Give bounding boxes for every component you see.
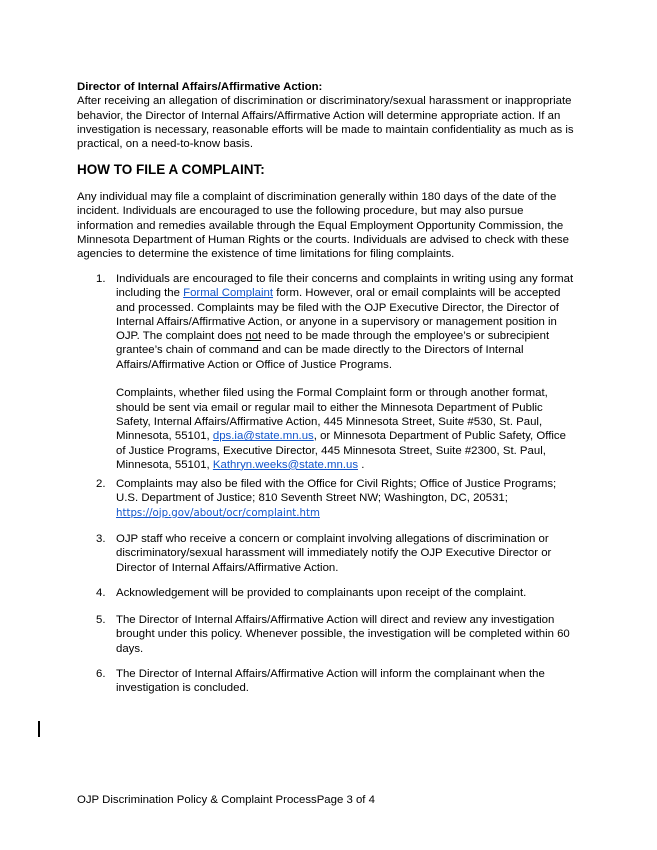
item-number: 1.: [96, 273, 106, 285]
intro-text: Any individual may file a complaint of discrimination generally within 180 days of the date of the incident. Individuals are encouraged to use the following procedure, but may also pursue information and remedies available through the Equal Employment Opportunity Commission, the Minnesota Department of Human Rights or the courts. Individuals are advised to check with these agencies to determine the existence of time limitations for filing complaints.: [77, 191, 569, 261]
ocr-complaint-url-link[interactable]: https://ojp.gov/about/ocr/complaint.htm: [116, 507, 320, 519]
item-2-text: Complaints may also be filed with the Office for Civil Rights; Office of Justice Programs; U.S. Department of Justice; 810 Seventh Street NW; Washington, DC, 20531;: [116, 478, 557, 505]
item-1-text-p2c: .: [358, 458, 365, 471]
item-1-paragraph-2: [116, 386, 578, 472]
intro-paragraph: [77, 190, 577, 261]
item-3-text: OJP staff who receive a concern or complaint involving allegations of discrimination or discriminatory/sexual harassment will immediately notify the OJP Executive Director or Director of Internal Affairs/Affirmative Action.: [116, 533, 552, 574]
item-1-text-b: form. However, oral or email complaints will be accepted and processed. Complaints may be filed with the OJP Executive Director, the Director of Internal Affairs/Affirmative Action, or anyone in a supervisory or management position in OJP. The complaint does: [116, 287, 561, 343]
item-1-not: not: [245, 330, 262, 343]
item-number: 3.: [96, 533, 106, 545]
item-4-text: Acknowledgement will be provided to complainants upon receipt of the complaint.: [116, 587, 527, 599]
director-section: [77, 80, 577, 151]
formal-complaint-link[interactable]: Formal Complaint: [183, 287, 274, 300]
item-1-paragraph-1: [116, 272, 578, 372]
item-5-text: The Director of Internal Affairs/Affirmative Action will direct and review any investigation brought under this policy. Whenever possible, the investigation will be completed within 60 days.: [116, 614, 570, 655]
text-cursor: [38, 721, 40, 737]
item-6-text: The Director of Internal Affairs/Affirmative Action will inform the complainant when the investigation is concluded.: [116, 668, 545, 695]
section-body: After receiving an allegation of discrimination or discriminatory/sexual harassment or inappropriate behavior, the Director of Internal Affairs/Affirmative Action will determine appropriate action. If an investigation is necessary, reasonable efforts will be made to maintain confidentiality as much as is practical, on a need-to-know basis.: [77, 95, 574, 151]
page-footer: OJP Discrimination Policy & Complaint ProcessPage 3 of 4: [77, 794, 375, 806]
item-number: 6.: [96, 668, 106, 680]
kathryn-email-link[interactable]: Kathryn.weeks@state.mn.us: [212, 458, 359, 471]
section-title: Director of Internal Affairs/Affirmative Action:: [77, 81, 323, 93]
item-1-text-c: need to be made through the employee’s or subrecipient grantee’s chain of command and can be made directly to the Directors of Internal Affairs/Affirmative Action or Office of Justice Programs.: [116, 330, 550, 371]
item-1-text-a: Individuals are encouraged to file their concerns and complaints in writing using any format including the: [116, 273, 574, 300]
item-number: 5.: [96, 614, 106, 626]
dps-email-link[interactable]: dps.ia@state.mn.us: [212, 430, 314, 443]
item-number: 4.: [96, 587, 106, 599]
page-heading: HOW TO FILE A COMPLAINT:: [77, 162, 265, 177]
item-1-text-p2a: Complaints, whether filed using the Formal Complaint form or through another format, should be sent via email or regular mail to either the Minnesota Department of Public Safety, Internal Affairs/Affirmative Action, 445 Minnesota Street, Suite #530, St. Paul, Minnesota, 55101,: [116, 387, 548, 443]
item-number: 2.: [96, 478, 106, 490]
item-1-text-p2b: , or Minnesota Department of Public Safety, Office of Justice Programs, Executive Director, 445 Minnesota Street, Suite #2300, St. Paul, Minnesota, 55101,: [116, 430, 566, 471]
